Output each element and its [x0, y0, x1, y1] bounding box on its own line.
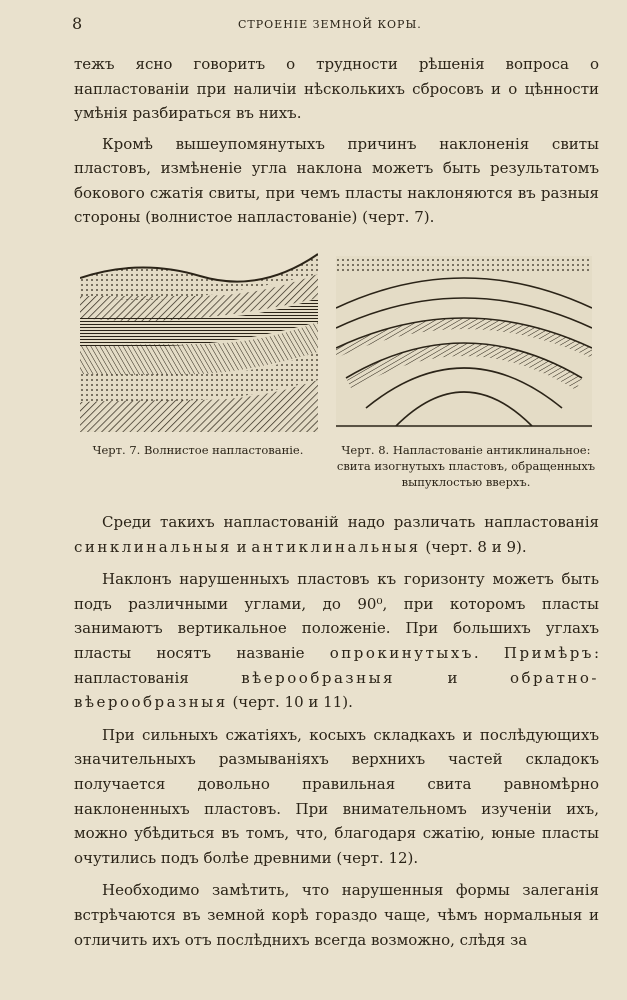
paragraph-3: [74, 510, 599, 559]
term-overturned: опрокинутыхъ: [329, 643, 474, 662]
term-example: Примѣръ: [503, 643, 594, 662]
figure-8-anticline: [336, 248, 592, 432]
term-anticlinal: антиклинальныя: [251, 537, 421, 556]
paragraph-5: При сильныхъ сжатіяхъ, косыхъ складкахъ и послѣдующихъ значительныхъ размываніяхъ верхнихъ частей складокъ получается довольно правильная свита равномѣрно наклоненныхъ пластовъ. При внимательномъ изученіи ихъ, можно убѣдиться въ томъ, что, благодаря сжатію, юные пласты очутились подъ болѣе древними (черт. 12).: [74, 725, 599, 867]
running-title: СТРОЕНІЕ ЗЕМНОЙ КОРЫ.: [238, 18, 422, 31]
paragraph-4: [74, 567, 599, 715]
paragraph-6: Необходимо замѣтить, что нарушенныя формы залеганія встрѣчаются въ земной корѣ гораздо чаще, чѣмъ нормальныя и отличить ихъ отъ послѣднихъ всегда возможно, слѣдя за: [74, 881, 599, 949]
p4-text-g: и: [394, 668, 510, 687]
text-block-bottom: [74, 510, 599, 960]
text-block-top: [74, 52, 599, 230]
p4-text-c: .: [473, 643, 504, 662]
p4-text-a: Наклонъ нарушенныхъ пластовъ къ горизонту можетъ быть подъ различными углами, до 90⁰, при которомъ пласты занимаютъ вертикальное положеніе. При большихъ углахъ пласты носятъ названіе: [74, 570, 599, 662]
p3-text-e: (черт. 8 и 9).: [420, 537, 527, 556]
term-fan-shaped: вѣерообразныя: [241, 668, 395, 687]
term-reverse-fan-shaped: обратно-вѣерообразныя: [74, 668, 599, 712]
figure-8-caption: Черт. 8. Напластованіе антиклинальное: свита изогнутыхъ пластовъ, обращенныхъ выпуклостью вверхъ.: [336, 443, 596, 489]
page-number: 8: [72, 14, 83, 33]
figure-7-wavy-strata: [80, 248, 318, 432]
figure-7-caption: Черт. 7. Волнистое напластованіе.: [92, 443, 304, 457]
paragraph-2: Кромѣ вышеупомянутыхъ причинъ наклоненія свиты пластовъ, измѣненіе угла наклона можетъ быть результатомъ бокового сжатія свиты, при чемъ пласты наклоняются въ разныя стороны (волнистое напластованіе) (черт. 7).: [74, 134, 599, 226]
term-synclinal: синклинальныя: [74, 537, 232, 556]
p3-text-a: Среди такихъ напластованій надо различать напластованія: [102, 513, 599, 531]
p3-text-c: и: [231, 537, 252, 556]
paragraph-1: тежъ ясно говоритъ о трудности рѣшенія вопроса о напластованіи при наличіи нѣсколькихъ сбросовъ и о цѣнности умѣнія разбираться въ нихъ.: [74, 55, 599, 122]
p4-text-e: : напластованія: [74, 643, 599, 687]
p4-text-i: (черт. 10 и 11).: [227, 693, 353, 712]
